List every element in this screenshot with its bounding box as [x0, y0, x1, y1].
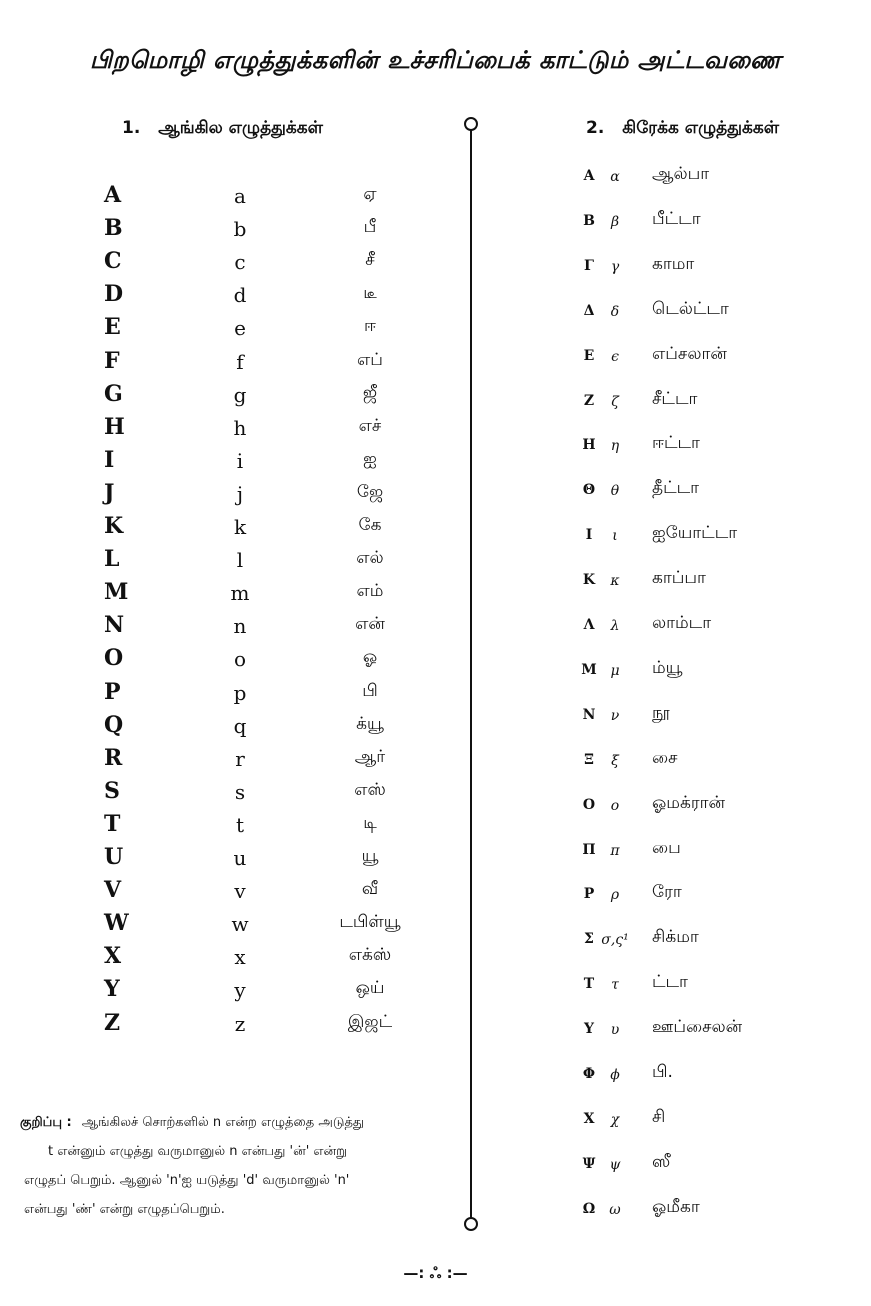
english-letter-row [0, 844, 470, 877]
english-letter-row [0, 645, 470, 678]
english-lowercase-letter: d [233, 283, 247, 308]
english-lowercase-letter: g [233, 382, 247, 407]
greek-uppercase-letter: M [581, 661, 597, 678]
english-letter-row [0, 745, 470, 778]
english-tamil-pronunciation: எல் [356, 548, 384, 569]
note-label: குறிப்பு : [20, 1115, 72, 1130]
greek-tamil-pronunciation: டெல்ட்டா [652, 298, 729, 319]
greek-lowercase-letter: o [610, 797, 620, 814]
english-lowercase-letter: u [233, 846, 247, 870]
english-lowercase-letter: s [234, 779, 246, 804]
greek-uppercase-letter: B [583, 212, 595, 229]
english-letter-row [0, 447, 470, 480]
greek-lowercase-letter: μ [610, 662, 620, 679]
english-lowercase-letter: t [235, 812, 245, 837]
greek-lowercase-letter: π [610, 842, 620, 859]
greek-uppercase-letter: I [585, 527, 593, 544]
greek-tamil-pronunciation: ம்யூ [652, 657, 683, 678]
english-tamil-pronunciation: ஏ [363, 184, 377, 204]
greek-letter-row [560, 658, 860, 698]
greek-letter-row [560, 613, 860, 653]
greek-tamil-pronunciation: சை [652, 747, 678, 768]
greek-tamil-pronunciation: சி [652, 1106, 666, 1127]
english-lowercase-letter: f [236, 349, 244, 374]
english-uppercase-letter: L [104, 546, 120, 573]
divider-top-circle [464, 117, 478, 131]
greek-lowercase-letter: χ [610, 1111, 620, 1128]
greek-uppercase-letter: Σ [584, 931, 594, 948]
greek-tamil-pronunciation: ஐயோட்டா [652, 523, 738, 544]
divider-bottom-circle [464, 1217, 478, 1231]
greek-uppercase-letter: Ξ [584, 751, 594, 768]
greek-letter-row [560, 254, 860, 294]
greek-tamil-pronunciation: சீட்டா [652, 388, 698, 409]
greek-letter-row [560, 1107, 860, 1147]
english-uppercase-letter: G [104, 380, 123, 407]
greek-tamil-pronunciation: சிக்மா [652, 927, 699, 948]
english-uppercase-letter: J [104, 479, 115, 506]
english-lowercase-letter: v [234, 879, 246, 904]
greek-tamil-pronunciation: ஓமக்ரான் [652, 792, 725, 813]
english-letter-row [0, 480, 470, 513]
greek-lowercase-letter: ν [610, 707, 620, 724]
greek-letter-row [560, 748, 860, 788]
greek-letter-row [560, 703, 860, 743]
greek-uppercase-letter: Λ [583, 617, 595, 633]
english-lowercase-letter: w [231, 912, 249, 937]
greek-section-number: 2. [586, 118, 605, 138]
greek-tamil-pronunciation: பை [652, 837, 681, 858]
greek-tamil-pronunciation: ஸீ [652, 1151, 671, 1172]
english-uppercase-letter: N [104, 612, 125, 639]
greek-lowercase-letter: δ [610, 303, 620, 320]
greek-tamil-pronunciation: ஊப்சைலன் [652, 1017, 743, 1038]
greek-uppercase-letter: N [582, 706, 596, 723]
english-uppercase-letter: T [104, 810, 121, 837]
greek-uppercase-letter: Θ [582, 482, 596, 499]
english-tamil-pronunciation: எம் [356, 581, 384, 602]
english-letter-row [0, 248, 470, 281]
greek-lowercase-letter: υ [610, 1022, 620, 1039]
english-uppercase-letter: H [104, 413, 125, 440]
english-tamil-pronunciation: யூ [361, 846, 379, 866]
english-uppercase-letter: E [104, 314, 121, 341]
english-tamil-pronunciation: ஜே [356, 481, 384, 502]
english-uppercase-letter: I [104, 446, 115, 473]
english-uppercase-letter: O [104, 645, 124, 672]
english-letter-row [0, 182, 470, 215]
greek-letter-row [560, 164, 860, 204]
english-letter-row [0, 943, 470, 976]
greek-lowercase-letter: θ [610, 483, 620, 500]
english-uppercase-letter: K [104, 513, 124, 539]
greek-lowercase-letter: ρ [610, 887, 620, 904]
english-tamil-pronunciation: எஸ் [354, 779, 386, 800]
english-uppercase-letter: A [104, 182, 122, 208]
greek-tamil-pronunciation: காப்பா [652, 568, 706, 589]
english-lowercase-letter: n [233, 614, 247, 639]
greek-tamil-pronunciation: ட்டா [652, 972, 688, 993]
english-uppercase-letter: Q [104, 711, 124, 738]
greek-letter-row [560, 209, 860, 249]
english-tamil-pronunciation: பீ [363, 217, 377, 238]
english-letter-row [0, 679, 470, 712]
english-lowercase-letter: q [233, 713, 247, 738]
greek-lowercase-letter: ω [609, 1201, 621, 1218]
greek-uppercase-letter: Υ [584, 1021, 594, 1038]
english-tamil-pronunciation: ஓ [362, 647, 378, 668]
greek-letter-row [560, 1017, 860, 1057]
english-uppercase-letter: V [104, 877, 122, 904]
greek-lowercase-letter: ψ [609, 1156, 621, 1173]
greek-tamil-pronunciation: பி. [652, 1062, 673, 1082]
greek-uppercase-letter: Φ [582, 1066, 596, 1082]
page-title: பிறமொழி எழுத்துக்களின் உச்சரிப்பைக் காட்டும் அட்டவணை [89, 46, 782, 74]
english-tamil-pronunciation: இஜட் [347, 1011, 393, 1032]
greek-letter-row [560, 478, 860, 518]
greek-uppercase-letter: Π [582, 841, 596, 858]
greek-tamil-pronunciation: ஆல்பா [652, 164, 710, 184]
english-tamil-pronunciation: எச் [358, 415, 382, 436]
greek-letter-row [560, 344, 860, 384]
greek-tamil-pronunciation: பீட்டா [652, 208, 701, 229]
english-letter-row [0, 1010, 470, 1043]
english-tamil-pronunciation: சீ [365, 250, 375, 271]
english-uppercase-letter: M [104, 579, 129, 606]
greek-letter-row [560, 568, 860, 608]
english-letter-row [0, 381, 470, 414]
greek-tamil-pronunciation: ஓமீகா [652, 1196, 700, 1217]
greek-uppercase-letter: Z [583, 392, 595, 409]
english-tamil-pronunciation: ஜீ [362, 382, 378, 403]
english-lowercase-letter: h [233, 415, 247, 440]
greek-letter-row [560, 882, 860, 922]
english-tamil-pronunciation: டபிள்யூ [339, 912, 401, 933]
greek-letter-row [560, 927, 860, 967]
english-tamil-pronunciation: டி [363, 812, 377, 833]
greek-uppercase-letter: Ψ [582, 1155, 596, 1172]
greek-letter-row [560, 972, 860, 1012]
note-text: ஆங்கிலச் சொற்களில் n என்ற எழுத்தை அடுத்து [81, 1115, 365, 1130]
greek-uppercase-letter: Γ [584, 257, 594, 274]
greek-heading-text: கிரேக்க எழுத்துக்கள் [622, 118, 780, 138]
greek-lowercase-letter: ϕ [610, 1067, 620, 1083]
english-lowercase-letter: m [230, 581, 250, 606]
english-letter-row [0, 910, 470, 943]
note-line: எழுதப் பெறும். ஆனுல் 'n'ஐ யடுத்து 'd' வருமானுல் 'n' [24, 1173, 350, 1188]
english-tamil-pronunciation: ஈ [364, 316, 376, 337]
greek-lowercase-letter: ζ [611, 393, 619, 410]
english-tamil-pronunciation: என் [355, 614, 385, 635]
english-uppercase-letter: U [104, 844, 124, 870]
english-tamil-pronunciation: எப் [357, 349, 383, 370]
greek-lowercase-letter: β [610, 213, 620, 230]
greek-letter-row [560, 793, 860, 833]
greek-uppercase-letter: H [582, 437, 596, 454]
english-lowercase-letter: k [233, 515, 247, 539]
english-letter-row [0, 281, 470, 314]
english-lowercase-letter: b [233, 217, 247, 242]
greek-lowercase-letter: ξ [611, 752, 619, 769]
english-lowercase-letter: e [234, 316, 246, 341]
greek-uppercase-letter: X [583, 1110, 595, 1127]
english-lowercase-letter: p [233, 680, 247, 705]
english-lowercase-letter: o [233, 647, 247, 672]
english-tamil-pronunciation: பி [362, 680, 378, 701]
greek-lowercase-letter: η [610, 438, 620, 455]
column-divider [470, 130, 472, 1218]
greek-lowercase-letter: λ [610, 618, 620, 634]
english-tamil-pronunciation: க்யூ [356, 713, 384, 734]
greek-letter-row [560, 1152, 860, 1192]
english-tamil-pronunciation: கே [358, 515, 382, 535]
english-uppercase-letter: P [104, 678, 121, 705]
greek-tamil-pronunciation: ரோ [652, 882, 682, 903]
english-lowercase-letter: c [234, 250, 246, 275]
english-tamil-pronunciation: எக்ஸ் [348, 945, 392, 966]
english-letter-row [0, 314, 470, 347]
english-uppercase-letter: W [104, 910, 129, 937]
greek-letters-heading [586, 118, 779, 140]
english-uppercase-letter: Y [104, 976, 120, 1003]
english-tamil-pronunciation: டீ [363, 283, 377, 304]
english-tamil-pronunciation: ஆர் [354, 746, 386, 767]
english-lowercase-letter: l [236, 548, 244, 573]
english-letter-row [0, 612, 470, 645]
greek-letter-row [560, 389, 860, 429]
greek-letter-row [560, 1197, 860, 1237]
english-uppercase-letter: D [104, 281, 124, 308]
greek-tamil-pronunciation: தீட்டா [652, 478, 700, 499]
english-lowercase-letter: x [234, 945, 246, 970]
english-letter-row [0, 513, 470, 546]
english-letter-row [0, 877, 470, 910]
english-lowercase-letter: i [236, 448, 244, 473]
english-tamil-pronunciation: ஐ [363, 448, 377, 469]
note-line: என்பது 'ண்' என்று எழுதப்பெறும். [24, 1202, 225, 1217]
note-block [20, 1108, 465, 1224]
greek-uppercase-letter: K [582, 572, 596, 589]
english-letter-row [0, 546, 470, 579]
greek-lowercase-letter: ϵ [611, 348, 619, 365]
english-uppercase-letter: Z [104, 1009, 121, 1036]
english-section-number: 1. [122, 118, 141, 138]
greek-tamil-pronunciation: நூ [652, 702, 670, 723]
greek-letter-row [560, 433, 860, 473]
greek-uppercase-letter: T [583, 976, 595, 993]
english-lowercase-letter: z [234, 1011, 246, 1036]
english-lowercase-letter: r [235, 746, 245, 771]
greek-uppercase-letter: E [583, 347, 595, 364]
english-letters-heading [122, 118, 323, 140]
english-uppercase-letter: S [104, 777, 120, 804]
english-letter-row [0, 414, 470, 447]
page-footer-ornament: —: ஃ :— [403, 1264, 468, 1282]
greek-uppercase-letter: Δ [583, 302, 595, 319]
greek-letter-row [560, 1062, 860, 1102]
english-uppercase-letter: B [104, 215, 123, 242]
english-letter-row [0, 579, 470, 612]
english-letter-row [0, 811, 470, 844]
english-letter-row [0, 712, 470, 745]
greek-lowercase-letter: τ [611, 977, 619, 994]
greek-tamil-pronunciation: ஈட்டா [652, 433, 700, 454]
greek-lowercase-letter: σ,ς¹ [601, 932, 629, 949]
english-tamil-pronunciation: வீ [361, 879, 379, 900]
greek-uppercase-letter: P [583, 886, 595, 903]
greek-lowercase-letter: κ [610, 573, 620, 590]
greek-tamil-pronunciation: லாம்டா [652, 613, 712, 633]
greek-lowercase-letter: ι [612, 528, 618, 545]
english-letter-row [0, 348, 470, 381]
greek-letter-row [560, 299, 860, 339]
english-tamil-pronunciation: ஒய் [355, 978, 385, 999]
greek-letter-row [560, 523, 860, 563]
english-lowercase-letter: a [234, 184, 246, 208]
english-uppercase-letter: C [104, 248, 122, 275]
english-uppercase-letter: X [104, 943, 122, 970]
english-lowercase-letter: j [236, 481, 244, 506]
note-line: t என்னும் எழுத்து வருமானுல் n என்பது 'ன்' என்று [48, 1144, 348, 1159]
english-uppercase-letter: R [104, 744, 123, 771]
english-heading-text: ஆங்கில எழுத்துக்கள் [158, 118, 323, 138]
greek-uppercase-letter: O [582, 796, 596, 813]
english-letter-row [0, 976, 470, 1009]
greek-lowercase-letter: γ [610, 258, 620, 275]
english-letter-row [0, 215, 470, 248]
greek-uppercase-letter: A [583, 168, 595, 184]
english-letter-row [0, 778, 470, 811]
greek-tamil-pronunciation: எப்சலான் [652, 343, 727, 364]
note-line [20, 1108, 465, 1137]
english-lowercase-letter: y [234, 978, 246, 1003]
english-uppercase-letter: F [104, 347, 120, 374]
greek-letter-row [560, 838, 860, 878]
greek-uppercase-letter: Ω [582, 1200, 596, 1217]
greek-tamil-pronunciation: காமா [652, 253, 695, 274]
greek-lowercase-letter: α [610, 169, 620, 185]
